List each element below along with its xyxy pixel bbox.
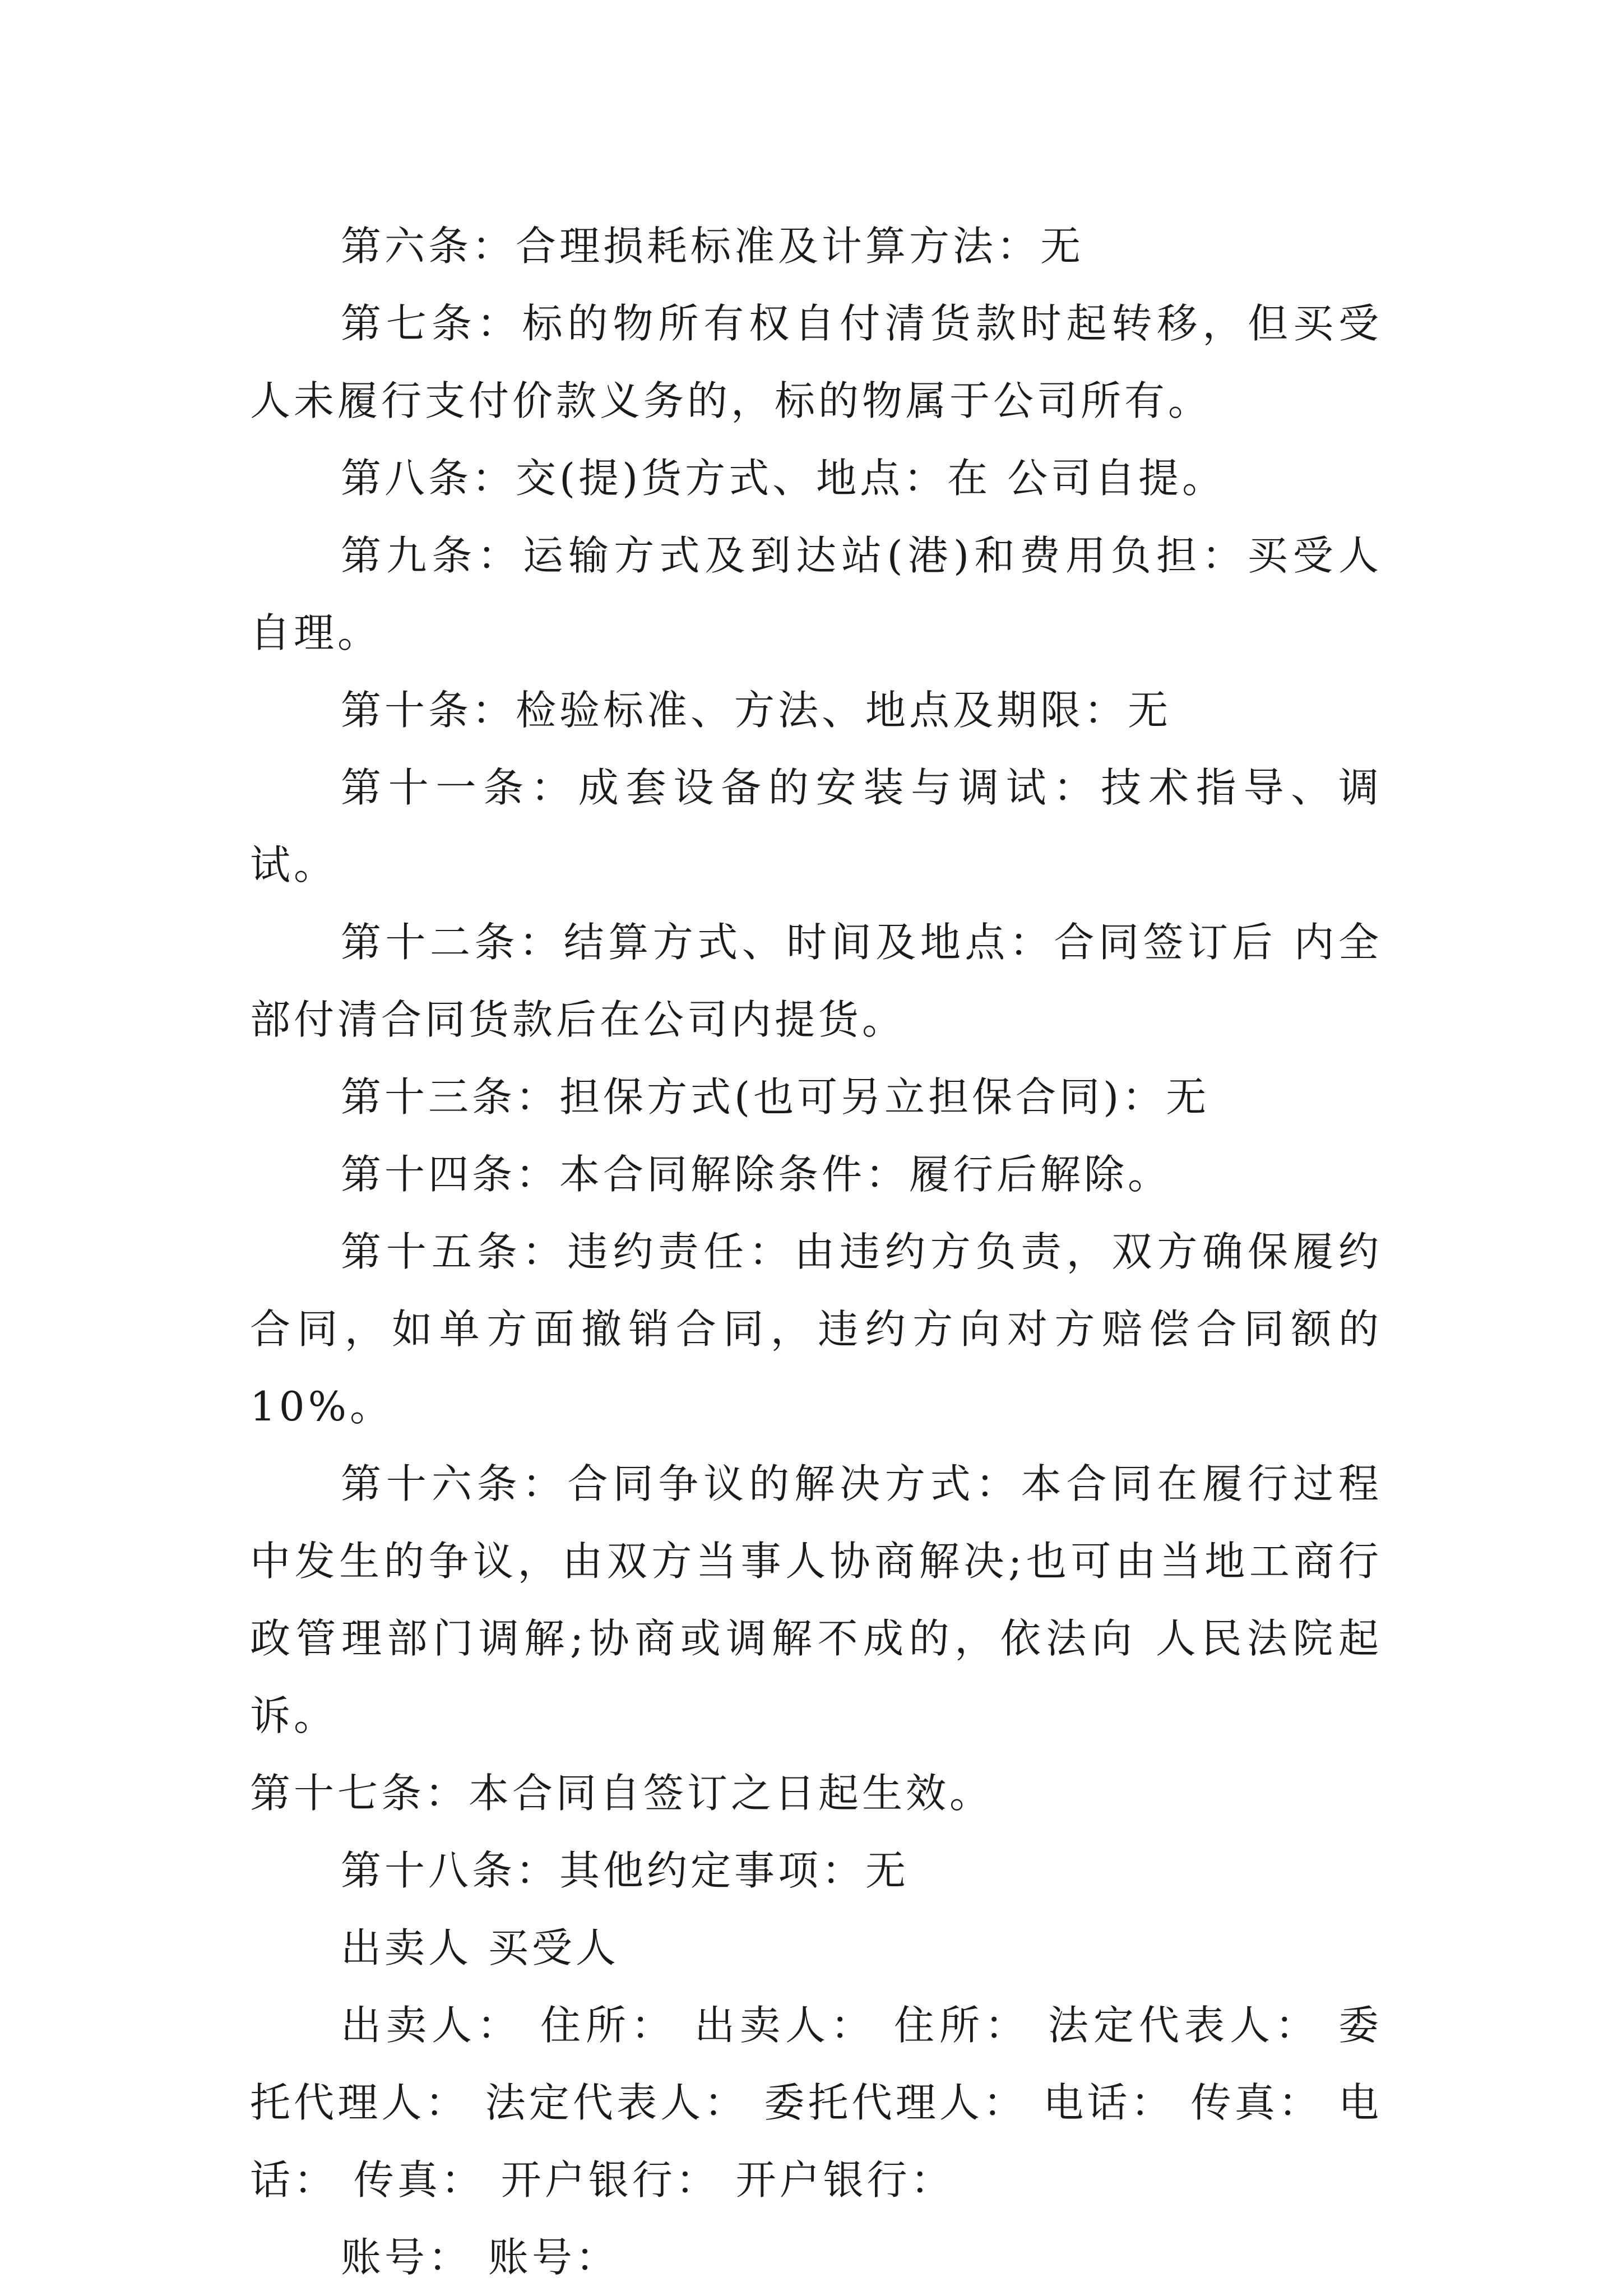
clause-14: 第十四条：本合同解除条件：履行后解除。 <box>341 1151 1172 1198</box>
clause-7: 第七条：标的物所有权自付清货款时起转移，但买受人未履行支付价款义务的，标的物属于公司所有。 <box>250 300 1382 424</box>
clause-12: 第十二条：结算方式、时间及地点：合同签订后 内全部付清合同货款后在公司内提货。 <box>250 919 1382 1043</box>
clause-18: 第十八条：其他约定事项：无 <box>341 1847 910 1894</box>
document-body <box>250 207 1382 2296</box>
signature-parties: 出卖人 买受人 <box>341 1924 619 1971</box>
clause-11: 第十一条：成套设备的安装与调试：技术指导、调试。 <box>250 764 1382 888</box>
clause-10: 第十条：检验标准、方法、地点及期限：无 <box>341 687 1172 734</box>
clause-15: 第十五条：违约责任：由违约方负责，双方确保履约合同，如单方面撤销合同，违约方向对方赔偿合同额的10%。 <box>250 1228 1382 1430</box>
clause-9: 第九条：运输方式及到达站(港)和费用负担：买受人自理。 <box>250 532 1382 656</box>
clause-13: 第十三条：担保方式(也可另立担保合同)：无 <box>341 1073 1210 1121</box>
clause-17: 第十七条：本合同自签订之日起生效。 <box>250 1770 994 1817</box>
account-fields: 账号： 账号： <box>341 2234 619 2281</box>
signature-fields: 出卖人： 住所： 出卖人： 住所： 法定代表人： 委托代理人： 法定代表人： 委托代理人： 电话： 传真： 电话： 传真： 开户银行： 开户银行： <box>250 2002 1382 2204</box>
clause-8: 第八条：交(提)货方式、地点：在 公司自提。 <box>341 455 1226 502</box>
clause-6: 第六条：合理损耗标准及计算方法：无 <box>341 223 1085 270</box>
clause-16: 第十六条：合同争议的解决方式：本合同在履行过程中发生的争议，由双方当事人协商解决;也可由当地工商行政管理部门调解;协商或调解不成的，依法向 人民法院起诉。 <box>250 1460 1382 1739</box>
